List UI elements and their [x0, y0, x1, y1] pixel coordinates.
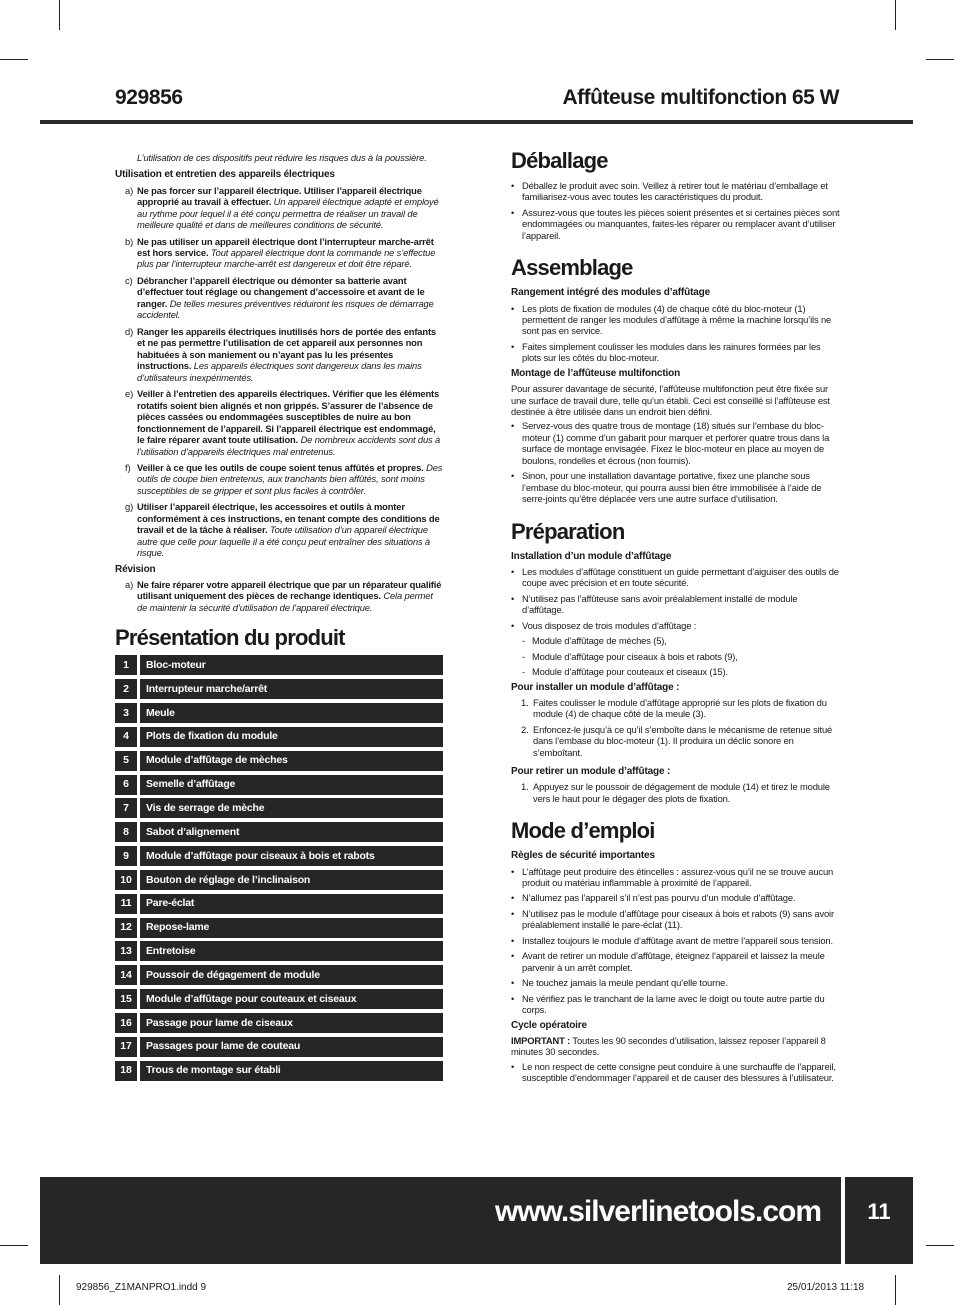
- use-care-list: [115, 185, 445, 559]
- crop-mark: [59, 0, 60, 30]
- important-text: Toutes les 90 secondes d’utilisation, laissez reposer l’appareil 8 minutes 30 secondes.: [511, 1034, 826, 1058]
- parts-row: [115, 798, 443, 818]
- header-divider: [40, 120, 913, 124]
- item-label: g): [125, 501, 134, 513]
- step-text: Faites coulisser le module d’affûtage approprié sur les plots de fixation du module (4) de chaque côté de la meule (3).: [533, 696, 827, 720]
- item-bold-text: Ne pas forcer sur l’appareil électrique. Utiliser l’appareil électrique approprié au travail à effectuer.: [137, 184, 422, 208]
- part-number: 5: [115, 751, 137, 771]
- safety-item: [115, 236, 445, 270]
- use-care-heading: Utilisation et entretien des appareils électriques: [115, 169, 335, 181]
- step-text: Appuyez sur le poussoir de dégagement de module (14) et tirez le module vers le haut pour le dégager des plots de fixation.: [533, 781, 830, 804]
- part-number: 8: [115, 822, 137, 842]
- part-name: Module d’affûtage de mèches: [140, 751, 443, 771]
- part-name: Entretoise: [140, 941, 443, 961]
- page-number: 11: [841, 1177, 913, 1264]
- part-number: 14: [115, 965, 137, 985]
- bullet-item: • Le non respect de cette consigne peut conduire à une surchauffe de l’appareil, susceptible d’endommager l’appareil et de causer des blessures à l’utilisateur.: [511, 1061, 841, 1084]
- safety-item: [115, 326, 445, 383]
- crop-mark: [0, 59, 28, 60]
- safety-list: [511, 866, 841, 1016]
- item-italic-text: Cela permet de maintenir la sécurité d’utilisation de l’appareil électrique.: [137, 590, 433, 613]
- preparation-title: Préparation: [511, 518, 625, 544]
- module-item: - Module d’affûtage pour couteaux et ciseaux (15).: [511, 666, 841, 677]
- install-list: [511, 566, 841, 631]
- part-number: 9: [115, 846, 137, 866]
- important-label: IMPORTANT :: [511, 1034, 571, 1046]
- item-italic-text: Un appareil électrique adapté et employé au rythme pour lequel il a été conçu permettra de réaliser un travail de meilleure qualité et dans de meilleures conditions de sécurité.: [137, 196, 439, 231]
- item-italic-text: Toute utilisation d’un appareil électrique autre que celle pour laquelle il a été conçu peut entraîner des situations à risque.: [137, 524, 430, 559]
- item-bold-text: Débrancher l’appareil électrique ou démonter sa batterie avant d’effectuer tout réglage ou changement d’accessoire et avant de le ranger.: [137, 274, 425, 309]
- bullet-item: • Installez toujours le module d’affûtage avant de mettre l’appareil sous tension.: [511, 935, 841, 946]
- page-title: Affûteuse multifonction 65 W: [562, 86, 839, 109]
- parts-row: [115, 846, 443, 866]
- bullet-item: • N’utilisez pas l’affûteuse sans avoir préalablement installé de module d’affûtage.: [511, 593, 841, 616]
- item-label: a): [125, 184, 134, 196]
- website-link[interactable]: www.silverlinetools.com: [495, 1195, 821, 1228]
- crop-mark: [0, 1245, 28, 1246]
- part-number: 17: [115, 1037, 137, 1057]
- bullet-item: • Vous disposez de trois modules d’affûtage :: [511, 620, 841, 631]
- part-name: Module d’affûtage pour couteaux et ciseaux: [140, 989, 443, 1009]
- to-install-steps: [511, 697, 841, 758]
- model-number: 929856: [115, 86, 183, 109]
- safety-item: [115, 462, 445, 496]
- part-name: Sabot d’alignement: [140, 822, 443, 842]
- to-install-heading: Pour installer un module d’affûtage :: [511, 681, 680, 693]
- storage-list: [511, 303, 841, 364]
- assembly-title: Assemblage: [511, 255, 633, 281]
- item-bold-text: Utiliser l’appareil électrique, les accessoires et outils à monter conformément à ces instructions, en tenant compte des conditions de travail et de la tâche à réaliser.: [137, 501, 440, 536]
- bullet-item: • Les plots de fixation de modules (4) de chaque côté du bloc-moteur (1) permettent de ranger les modules d’affûtage à même la machine lorsqu’ils ne sont pas en service.: [511, 303, 841, 337]
- parts-row: [115, 870, 443, 890]
- bullet-item: • N’utilisez pas le module d’affûtage pour ciseaux à bois et rabots (9) sans avoir préalablement installé le pare-éclat (11).: [511, 908, 841, 931]
- bullet-item: • Faites simplement coulisser les modules dans les rainures formées par les plots sur les côtés du bloc-moteur.: [511, 341, 841, 364]
- item-italic-text: De nombreux accidents sont dus à l’utilisation d’appareils électriques mal entretenus.: [137, 434, 441, 457]
- step-text: Enfoncez-le jusqu’à ce qu’il s’emboîte dans le mécanisme de retenue situé dans l’embase du bloc-moteur (1). Il produira un déclic sonore en s’emboîtant.: [533, 723, 833, 758]
- item-bold-text: Ne faire réparer votre appareil électrique que par un réparateur qualifié utilisant uniquement des pièces de rechange identiques.: [137, 578, 442, 602]
- item-label: d): [125, 325, 134, 337]
- item-bold-text: Ranger les appareils électriques inutilisés hors de portée des enfants et ne pas permettre l’utilisation de cet appareil aux personnes non habituées à son maniement ou n’ayant pas lu les présentes instructions.: [137, 325, 436, 372]
- parts-row: [115, 1037, 443, 1057]
- part-name: Poussoir de dégagement de module: [140, 965, 443, 985]
- parts-row: [115, 655, 443, 675]
- item-bold-text: Veiller à ce que les outils de coupe soient tenus affûtés et propres.: [137, 461, 424, 473]
- bullet-item: • Servez-vous des quatre trous de montage (18) situés sur l’embase du bloc-moteur (1) comme d’un gabarit pour marquer et perforer quatre trous dans la surface de montage envisagée. Fixez le bloc-moteur en place au moyen de boulons, rondelles et écrous (non fournis).: [511, 420, 841, 466]
- bullet-item: • Avant de retirer un module d’affûtage, éteignez l’appareil et laissez la meule parvenir à un arrêt complet.: [511, 950, 841, 973]
- part-name: Meule: [140, 703, 443, 723]
- part-name: Module d’affûtage pour ciseaux à bois et rabots: [140, 846, 443, 866]
- step-item: [511, 697, 841, 720]
- crop-mark: [926, 59, 954, 60]
- item-bold-text: Veiller à l’entretien des appareils électriques. Vérifier que les éléments rotatifs soient bien alignés et non grippés. S’assurer de l’absence de pièces cassées ou endommagées susceptibles de nuire au bon fonctionnement de l’appareil. Si l’appareil électrique est endommagé, le faire réparer avant toute utilisation.: [137, 388, 440, 446]
- part-name: Semelle d’affûtage: [140, 775, 443, 795]
- parts-row: [115, 775, 443, 795]
- bullet-item: • Assurez-vous que toutes les pièces soient présentes et si certaines pièces sont endommagées ou manquantes, faites-les réparer ou remplacer avant d’utiliser l’appareil.: [511, 207, 841, 241]
- parts-row: [115, 679, 443, 699]
- bullet-item: • Ne touchez jamais la meule pendant qu’elle tourne.: [511, 977, 841, 988]
- part-number: 3: [115, 703, 137, 723]
- step-item: [511, 781, 841, 804]
- unpacking-title: Déballage: [511, 148, 608, 173]
- parts-row: [115, 941, 443, 961]
- bullet-item: • Les modules d’affûtage constituent un guide permettant d’aiguiser des outils de coupe avec précision et en toute sécurité.: [511, 566, 841, 589]
- safety-item: [115, 185, 445, 231]
- parts-row: [115, 822, 443, 842]
- item-italic-text: Les appareils électriques sont dangereux dans les mains d’utilisateurs inexpérimentés.: [137, 360, 422, 383]
- revision-heading: Révision: [115, 563, 156, 575]
- module-item: - Module d’affûtage de mèches (5),: [511, 635, 841, 646]
- to-remove-heading: Pour retirer un module d’affûtage :: [511, 766, 671, 778]
- item-italic-text: De telles mesures préventives réduiront les risques de démarrage accidentel.: [137, 297, 434, 321]
- intro-text: L’utilisation de ces dispositifs peut réduire les risques dus à la poussière.: [137, 152, 427, 163]
- bullet-item: • L’affûtage peut produire des étincelles : assurez-vous qu’il ne se trouve aucun produit ou matériau inflammable à proximité de l’appareil.: [511, 866, 841, 889]
- crop-mark: [926, 1245, 954, 1246]
- right-column: [511, 150, 841, 1088]
- step-label: 1.: [521, 781, 529, 793]
- modules-list: [511, 635, 841, 677]
- bullet-item: • Déballez le produit avec soin. Veillez à retirer tout le matériau d’emballage et familiarisez-vous avec toutes les caractéristiques du produit.: [511, 180, 841, 203]
- left-column: [115, 152, 445, 1085]
- part-name: Bloc-moteur: [140, 655, 443, 675]
- revision-list: [115, 579, 445, 613]
- item-label: e): [125, 388, 134, 400]
- parts-row: [115, 751, 443, 771]
- operation-title: Mode d’emploi: [511, 818, 655, 844]
- item-bold-text: Ne pas utiliser un appareil électrique dont l’interrupteur marche-arrêt est hors service.: [137, 235, 434, 258]
- part-name: Plots de fixation du module: [140, 727, 443, 747]
- safety-item: [115, 275, 445, 321]
- part-name: Trous de montage sur établi: [140, 1061, 443, 1081]
- parts-table: [115, 655, 443, 1080]
- crop-mark: [59, 1275, 60, 1305]
- part-number: 12: [115, 918, 137, 938]
- safety-item: [115, 579, 445, 613]
- parts-row: [115, 727, 443, 747]
- cycle-list: [511, 1061, 841, 1084]
- item-label: b): [125, 235, 134, 247]
- part-number: 7: [115, 798, 137, 818]
- safety-heading: Règles de sécurité importantes: [511, 850, 655, 862]
- crop-mark: [895, 0, 896, 30]
- part-name: Passages pour lame de couteau: [140, 1037, 443, 1057]
- part-name: Vis de serrage de mèche: [140, 798, 443, 818]
- page-header: [115, 86, 839, 116]
- part-name: Pare-éclat: [140, 894, 443, 914]
- item-label: f): [125, 461, 131, 473]
- step-label: 1.: [521, 696, 529, 708]
- part-name: Passage pour lame de ciseaux: [140, 1013, 443, 1033]
- slug-date: 25/01/2013 11:18: [787, 1282, 865, 1293]
- part-number: 11: [115, 894, 137, 914]
- part-name: Repose-lame: [140, 918, 443, 938]
- safety-item: [115, 501, 445, 558]
- cycle-heading: Cycle opératoire: [511, 1019, 587, 1031]
- item-label: c): [125, 274, 133, 286]
- step-label: 2.: [521, 723, 529, 735]
- part-number: 4: [115, 727, 137, 747]
- safety-item: [115, 388, 445, 457]
- mount-heading: Montage de l’affûteuse multifonction: [511, 367, 681, 379]
- to-remove-steps: [511, 781, 841, 804]
- storage-heading: Rangement intégré des modules d’affûtage: [511, 287, 711, 299]
- install-heading: Installation d’un module d’affûtage: [511, 550, 672, 562]
- parts-row: [115, 1013, 443, 1033]
- parts-row: [115, 918, 443, 938]
- part-name: Interrupteur marche/arrêt: [140, 679, 443, 699]
- footer-bar: [40, 1177, 913, 1264]
- module-item: - Module d’affûtage pour ciseaux à bois et rabots (9),: [511, 651, 841, 662]
- parts-row: [115, 703, 443, 723]
- parts-row: [115, 1061, 443, 1081]
- parts-row: [115, 989, 443, 1009]
- crop-mark: [895, 1275, 896, 1305]
- cycle-important: [511, 1035, 841, 1058]
- parts-row: [115, 894, 443, 914]
- slug-filename: 929856_Z1MANPRO1.indd 9: [76, 1282, 207, 1293]
- item-label: a): [125, 578, 134, 590]
- part-number: 1: [115, 655, 137, 675]
- step-item: [511, 724, 841, 758]
- part-number: 10: [115, 870, 137, 890]
- item-italic-text: Des outils de coupe bien entretenus, aux tranchants bien affûtés, sont moins susceptibles de se gripper et sont plus faciles à contrôler.: [137, 461, 443, 496]
- unpacking-list: [511, 180, 841, 241]
- product-overview-title: Présentation du produit: [115, 625, 345, 651]
- parts-row: [115, 965, 443, 985]
- mount-list: [511, 420, 841, 504]
- part-number: 15: [115, 989, 137, 1009]
- mount-paragraph: Pour assurer davantage de sécurité, l’affûteuse multifonction peut être fixée sur une surface de travail dure, telle qu’un établi. Ceci est conseillé si l’affûteuse est destinée à être utilisée dans un endroit bien défini.: [511, 383, 830, 417]
- part-name: Bouton de réglage de l’inclinaison: [140, 870, 443, 890]
- part-number: 6: [115, 775, 137, 795]
- item-italic-text: Tout appareil électrique dont la commande ne s’effectue plus par l’interrupteur marche-arrêt est dangereux et doit être réparé.: [137, 247, 436, 270]
- bullet-item: • N’allumez pas l’appareil s’il n’est pas pourvu d’un module d’affûtage.: [511, 892, 841, 903]
- bullet-item: • Sinon, pour une installation davantage portative, fixez une planche sous l’embase du bloc-moteur, qui pourra aussi bien être immobilisée à l’aide de serre-joints qu’être déplacée vers une autre surface d’utilisation.: [511, 470, 841, 504]
- part-number: 2: [115, 679, 137, 699]
- part-number: 18: [115, 1061, 137, 1081]
- bullet-item: • Ne vérifiez pas le tranchant de la lame avec le doigt ou toute autre partie du corps.: [511, 993, 841, 1016]
- part-number: 16: [115, 1013, 137, 1033]
- part-number: 13: [115, 941, 137, 961]
